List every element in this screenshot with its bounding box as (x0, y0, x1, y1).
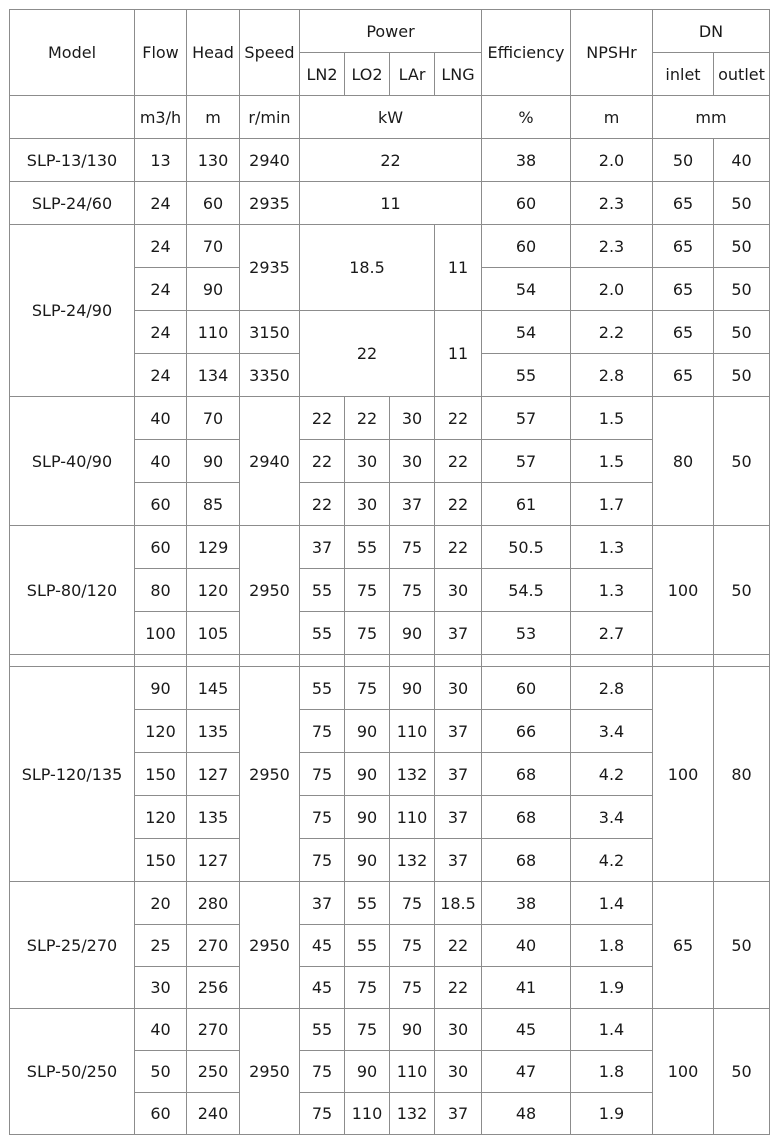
head-cell: 145 (187, 667, 240, 710)
power-lar-cell: 132 (390, 839, 435, 882)
flow-cell: 100 (135, 612, 187, 655)
power-ln2-cell: 75 (300, 1051, 345, 1093)
dn-outlet-cell: 40 (714, 139, 770, 182)
power-lng-cell: 37 (435, 839, 482, 882)
power-ln2-cell: 75 (300, 796, 345, 839)
speed-cell: 2950 (240, 526, 300, 655)
power-lng-cell: 30 (435, 1051, 482, 1093)
head-cell: 60 (187, 182, 240, 225)
table-row (10, 667, 770, 710)
efficiency-cell: 55 (482, 354, 571, 397)
power-lo2-cell: 90 (345, 1051, 390, 1093)
table-row (10, 225, 770, 268)
head-cell: 129 (187, 526, 240, 569)
separator-cell (482, 655, 571, 667)
power-lo2-cell: 90 (345, 796, 390, 839)
power-lar-cell: 75 (390, 882, 435, 925)
flow-cell: 150 (135, 753, 187, 796)
power-lng-cell: 22 (435, 483, 482, 526)
dn-outlet-cell: 50 (714, 1009, 770, 1135)
flow-cell: 24 (135, 225, 187, 268)
power-ln2-cell: 22 (300, 397, 345, 440)
power-ln2-cell: 22 (300, 440, 345, 483)
power-lng-cell: 11 (435, 311, 482, 397)
unit-power: kW (300, 96, 482, 139)
speed-cell: 2950 (240, 667, 300, 882)
efficiency-cell: 60 (482, 667, 571, 710)
power-ln2-cell: 37 (300, 882, 345, 925)
dn-outlet-cell: 50 (714, 526, 770, 655)
efficiency-cell: 60 (482, 182, 571, 225)
header-efficiency: Efficiency (482, 10, 571, 96)
head-cell: 270 (187, 925, 240, 967)
model-cell: SLP-13/130 (10, 139, 135, 182)
separator-cell (714, 655, 770, 667)
table-row (10, 882, 770, 925)
head-cell: 240 (187, 1093, 240, 1135)
npshr-cell: 2.8 (571, 354, 653, 397)
model-cell: SLP-50/250 (10, 1009, 135, 1135)
header-dn: DN (653, 10, 770, 53)
power-ln2-cell: 45 (300, 925, 345, 967)
power-lo2-cell: 75 (345, 667, 390, 710)
dn-inlet-cell: 65 (653, 182, 714, 225)
unit-flow: m3/h (135, 96, 187, 139)
unit-head: m (187, 96, 240, 139)
efficiency-cell: 68 (482, 753, 571, 796)
head-cell: 270 (187, 1009, 240, 1051)
dn-outlet-cell: 50 (714, 397, 770, 526)
dn-outlet-cell: 80 (714, 667, 770, 882)
power-lo2-cell: 55 (345, 925, 390, 967)
separator-cell (10, 655, 135, 667)
flow-cell: 150 (135, 839, 187, 882)
power-lng-cell: 30 (435, 569, 482, 612)
dn-inlet-cell: 65 (653, 268, 714, 311)
power-lng-cell: 37 (435, 612, 482, 655)
separator-cell (300, 655, 345, 667)
model-cell: SLP-24/90 (10, 225, 135, 397)
head-cell: 127 (187, 753, 240, 796)
flow-cell: 40 (135, 440, 187, 483)
table-row (10, 526, 770, 569)
head-cell: 280 (187, 882, 240, 925)
flow-cell: 60 (135, 526, 187, 569)
npshr-cell: 4.2 (571, 753, 653, 796)
power-lng-cell: 22 (435, 526, 482, 569)
power-lo2-cell: 75 (345, 1009, 390, 1051)
speed-cell: 3350 (240, 354, 300, 397)
head-cell: 135 (187, 796, 240, 839)
efficiency-cell: 38 (482, 139, 571, 182)
dn-inlet-cell: 65 (653, 882, 714, 1009)
flow-cell: 24 (135, 354, 187, 397)
power-ln2-cell: 75 (300, 710, 345, 753)
speed-cell: 2950 (240, 882, 300, 1009)
head-cell: 127 (187, 839, 240, 882)
flow-cell: 80 (135, 569, 187, 612)
power-lng-cell: 18.5 (435, 882, 482, 925)
power-lar-cell: 90 (390, 612, 435, 655)
power-lo2-cell: 75 (345, 967, 390, 1009)
power-lng-cell: 37 (435, 753, 482, 796)
separator-cell (135, 655, 187, 667)
header-npshr: NPSHr (571, 10, 653, 96)
flow-cell: 30 (135, 967, 187, 1009)
efficiency-cell: 41 (482, 967, 571, 1009)
table-row (10, 139, 770, 182)
separator-cell (435, 655, 482, 667)
efficiency-cell: 38 (482, 882, 571, 925)
power-ln2-cell: 55 (300, 1009, 345, 1051)
header-lar: LAr (390, 53, 435, 96)
dn-inlet-cell: 100 (653, 526, 714, 655)
head-cell: 90 (187, 440, 240, 483)
power-cell: 18.5 (300, 225, 435, 311)
header-ln2: LN2 (300, 53, 345, 96)
power-ln2-cell: 22 (300, 483, 345, 526)
power-ln2-cell: 75 (300, 839, 345, 882)
efficiency-cell: 60 (482, 225, 571, 268)
power-lar-cell: 75 (390, 967, 435, 1009)
head-cell: 90 (187, 268, 240, 311)
table-row (10, 1009, 770, 1051)
power-ln2-cell: 55 (300, 612, 345, 655)
npshr-cell: 2.2 (571, 311, 653, 354)
power-lng-cell: 30 (435, 1009, 482, 1051)
flow-cell: 13 (135, 139, 187, 182)
model-cell: SLP-80/120 (10, 526, 135, 655)
power-lng-cell: 11 (435, 225, 482, 311)
flow-cell: 25 (135, 925, 187, 967)
power-lar-cell: 90 (390, 667, 435, 710)
efficiency-cell: 45 (482, 1009, 571, 1051)
separator-row (10, 655, 770, 667)
npshr-cell: 1.4 (571, 882, 653, 925)
flow-cell: 120 (135, 710, 187, 753)
speed-cell: 2940 (240, 139, 300, 182)
npshr-cell: 1.3 (571, 569, 653, 612)
header-flow: Flow (135, 10, 187, 96)
power-lng-cell: 22 (435, 967, 482, 1009)
speed-cell: 2935 (240, 182, 300, 225)
power-cell: 11 (300, 182, 482, 225)
dn-inlet-cell: 80 (653, 397, 714, 526)
model-cell: SLP-120/135 (10, 667, 135, 882)
header-lng: LNG (435, 53, 482, 96)
power-ln2-cell: 37 (300, 526, 345, 569)
npshr-cell: 1.5 (571, 397, 653, 440)
table-row (10, 182, 770, 225)
dn-inlet-cell: 100 (653, 1009, 714, 1135)
npshr-cell: 2.3 (571, 225, 653, 268)
speed-cell: 3150 (240, 311, 300, 354)
flow-cell: 90 (135, 667, 187, 710)
power-ln2-cell: 75 (300, 753, 345, 796)
power-lo2-cell: 90 (345, 753, 390, 796)
npshr-cell: 3.4 (571, 796, 653, 839)
speed-cell: 2940 (240, 397, 300, 526)
power-ln2-cell: 75 (300, 1093, 345, 1135)
power-lng-cell: 37 (435, 796, 482, 839)
head-cell: 256 (187, 967, 240, 1009)
power-lar-cell: 75 (390, 925, 435, 967)
flow-cell: 40 (135, 397, 187, 440)
header-outlet: outlet (714, 53, 770, 96)
efficiency-cell: 57 (482, 440, 571, 483)
head-cell: 85 (187, 483, 240, 526)
dn-outlet-cell: 50 (714, 311, 770, 354)
power-lng-cell: 22 (435, 925, 482, 967)
npshr-cell: 2.7 (571, 612, 653, 655)
head-cell: 105 (187, 612, 240, 655)
header-model: Model (10, 10, 135, 96)
power-lar-cell: 110 (390, 796, 435, 839)
dn-inlet-cell: 65 (653, 311, 714, 354)
power-lng-cell: 37 (435, 710, 482, 753)
head-cell: 120 (187, 569, 240, 612)
power-lar-cell: 110 (390, 1051, 435, 1093)
efficiency-cell: 66 (482, 710, 571, 753)
power-lng-cell: 22 (435, 397, 482, 440)
npshr-cell: 1.7 (571, 483, 653, 526)
power-lng-cell: 37 (435, 1093, 482, 1135)
power-lar-cell: 30 (390, 397, 435, 440)
power-ln2-cell: 55 (300, 569, 345, 612)
head-cell: 134 (187, 354, 240, 397)
dn-inlet-cell: 100 (653, 667, 714, 882)
speed-cell: 2950 (240, 1009, 300, 1135)
npshr-cell: 1.9 (571, 967, 653, 1009)
efficiency-cell: 48 (482, 1093, 571, 1135)
power-lar-cell: 110 (390, 710, 435, 753)
npshr-cell: 1.5 (571, 440, 653, 483)
npshr-cell: 1.9 (571, 1093, 653, 1135)
power-lar-cell: 75 (390, 569, 435, 612)
flow-cell: 24 (135, 182, 187, 225)
head-cell: 130 (187, 139, 240, 182)
power-lo2-cell: 55 (345, 882, 390, 925)
dn-outlet-cell: 50 (714, 225, 770, 268)
npshr-cell: 1.8 (571, 1051, 653, 1093)
efficiency-cell: 54 (482, 311, 571, 354)
power-lo2-cell: 75 (345, 569, 390, 612)
separator-cell (240, 655, 300, 667)
unit-model (10, 96, 135, 139)
power-ln2-cell: 45 (300, 967, 345, 1009)
efficiency-cell: 68 (482, 796, 571, 839)
npshr-cell: 3.4 (571, 710, 653, 753)
header-speed: Speed (240, 10, 300, 96)
power-lo2-cell: 110 (345, 1093, 390, 1135)
power-lar-cell: 132 (390, 1093, 435, 1135)
power-lo2-cell: 22 (345, 397, 390, 440)
power-lar-cell: 132 (390, 753, 435, 796)
power-lo2-cell: 30 (345, 483, 390, 526)
flow-cell: 60 (135, 1093, 187, 1135)
flow-cell: 24 (135, 268, 187, 311)
npshr-cell: 1.3 (571, 526, 653, 569)
efficiency-cell: 61 (482, 483, 571, 526)
dn-inlet-cell: 65 (653, 354, 714, 397)
npshr-cell: 1.4 (571, 1009, 653, 1051)
power-lo2-cell: 90 (345, 839, 390, 882)
efficiency-cell: 50.5 (482, 526, 571, 569)
power-cell: 22 (300, 311, 435, 397)
power-lar-cell: 37 (390, 483, 435, 526)
unit-efficiency: % (482, 96, 571, 139)
power-ln2-cell: 55 (300, 667, 345, 710)
spec-table (9, 9, 770, 1135)
model-cell: SLP-24/60 (10, 182, 135, 225)
header-head: Head (187, 10, 240, 96)
npshr-cell: 4.2 (571, 839, 653, 882)
dn-outlet-cell: 50 (714, 354, 770, 397)
dn-outlet-cell: 50 (714, 268, 770, 311)
header-lo2: LO2 (345, 53, 390, 96)
efficiency-cell: 53 (482, 612, 571, 655)
efficiency-cell: 47 (482, 1051, 571, 1093)
dn-inlet-cell: 65 (653, 225, 714, 268)
efficiency-cell: 54.5 (482, 569, 571, 612)
efficiency-cell: 54 (482, 268, 571, 311)
efficiency-cell: 57 (482, 397, 571, 440)
npshr-cell: 2.0 (571, 139, 653, 182)
dn-outlet-cell: 50 (714, 882, 770, 1009)
separator-cell (571, 655, 653, 667)
head-cell: 135 (187, 710, 240, 753)
power-lo2-cell: 75 (345, 612, 390, 655)
power-lo2-cell: 30 (345, 440, 390, 483)
power-lng-cell: 30 (435, 667, 482, 710)
npshr-cell: 2.0 (571, 268, 653, 311)
head-cell: 70 (187, 397, 240, 440)
head-cell: 70 (187, 225, 240, 268)
head-cell: 110 (187, 311, 240, 354)
npshr-cell: 1.8 (571, 925, 653, 967)
header-power: Power (300, 10, 482, 53)
model-cell: SLP-25/270 (10, 882, 135, 1009)
unit-npshr: m (571, 96, 653, 139)
flow-cell: 50 (135, 1051, 187, 1093)
power-lar-cell: 90 (390, 1009, 435, 1051)
flow-cell: 24 (135, 311, 187, 354)
table-row (10, 397, 770, 440)
header-inlet: inlet (653, 53, 714, 96)
power-lng-cell: 22 (435, 440, 482, 483)
npshr-cell: 2.8 (571, 667, 653, 710)
separator-cell (187, 655, 240, 667)
speed-cell: 2935 (240, 225, 300, 311)
model-cell: SLP-40/90 (10, 397, 135, 526)
power-lar-cell: 30 (390, 440, 435, 483)
npshr-cell: 2.3 (571, 182, 653, 225)
head-cell: 250 (187, 1051, 240, 1093)
power-cell: 22 (300, 139, 482, 182)
separator-cell (653, 655, 714, 667)
dn-inlet-cell: 50 (653, 139, 714, 182)
flow-cell: 120 (135, 796, 187, 839)
flow-cell: 60 (135, 483, 187, 526)
separator-cell (390, 655, 435, 667)
unit-speed: r/min (240, 96, 300, 139)
efficiency-cell: 40 (482, 925, 571, 967)
flow-cell: 20 (135, 882, 187, 925)
separator-cell (345, 655, 390, 667)
power-lo2-cell: 55 (345, 526, 390, 569)
efficiency-cell: 68 (482, 839, 571, 882)
unit-dn: mm (653, 96, 770, 139)
flow-cell: 40 (135, 1009, 187, 1051)
power-lar-cell: 75 (390, 526, 435, 569)
power-lo2-cell: 90 (345, 710, 390, 753)
dn-outlet-cell: 50 (714, 182, 770, 225)
